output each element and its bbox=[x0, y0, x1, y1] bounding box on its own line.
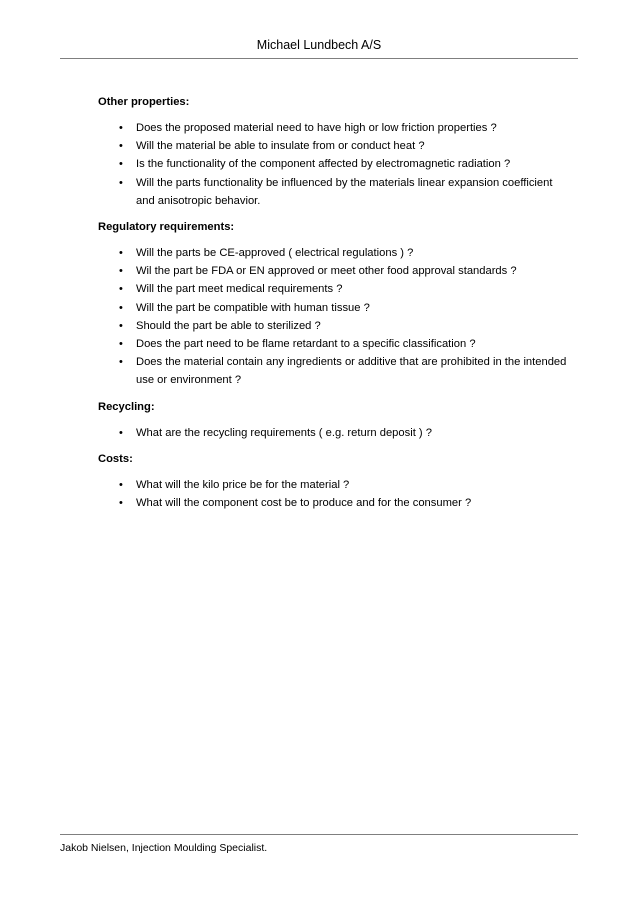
bullet-icon: • bbox=[119, 247, 123, 260]
bullet-list bbox=[98, 424, 568, 442]
bullet-list bbox=[98, 476, 568, 512]
list-item-text: Is the functionality of the component affected by electromagnetic radiation ? bbox=[136, 158, 511, 171]
list-item bbox=[98, 317, 568, 335]
bullet-icon: • bbox=[119, 265, 123, 278]
list-item bbox=[98, 137, 568, 155]
list-item-text: Should the part be able to sterilized ? bbox=[136, 319, 321, 332]
bullet-icon: • bbox=[119, 426, 123, 439]
bullet-icon: • bbox=[119, 478, 123, 491]
list-item-text: Will the part be compatible with human tissue ? bbox=[136, 301, 370, 314]
bullet-icon: • bbox=[119, 319, 123, 332]
list-item-text: What will the component cost be to produce and for the consumer ? bbox=[136, 497, 472, 510]
bullet-icon: • bbox=[119, 176, 123, 189]
bullet-icon: • bbox=[119, 301, 123, 314]
section-regulatory-requirements bbox=[98, 220, 568, 390]
bullet-icon: • bbox=[119, 338, 123, 351]
list-item-text: Does the material contain any ingredients or additive that are prohibited in the intended use or environment ? bbox=[136, 356, 567, 387]
section-heading: Other properties: bbox=[98, 96, 190, 108]
bullet-icon: • bbox=[119, 356, 123, 369]
list-item bbox=[98, 299, 568, 317]
bullet-icon: • bbox=[119, 140, 123, 153]
list-item bbox=[98, 280, 568, 298]
header-title: Michael Lundbech A/S bbox=[256, 38, 382, 52]
list-item-text: Will the material be able to insulate from or conduct heat ? bbox=[136, 140, 425, 153]
bullet-list bbox=[98, 244, 568, 390]
section-other-properties bbox=[98, 95, 568, 210]
list-item bbox=[98, 119, 568, 137]
footer-text: Jakob Nielsen, Injection Moulding Specialist. bbox=[60, 842, 268, 854]
document-body bbox=[98, 95, 568, 522]
list-item bbox=[98, 155, 568, 173]
list-item-text: Wil the part be FDA or EN approved or meet other food approval standards ? bbox=[136, 265, 517, 278]
list-item bbox=[98, 174, 568, 210]
list-item bbox=[98, 424, 568, 442]
list-item bbox=[98, 494, 568, 512]
list-item bbox=[98, 476, 568, 494]
bullet-icon: • bbox=[119, 497, 123, 510]
section-heading: Costs: bbox=[98, 452, 133, 465]
section-costs bbox=[98, 452, 568, 512]
list-item-text: What are the recycling requirements ( e.g. return deposit ) ? bbox=[136, 426, 432, 439]
list-item bbox=[98, 244, 568, 262]
section-heading: Regulatory requirements: bbox=[98, 221, 235, 234]
section-recycling bbox=[98, 400, 568, 442]
bullet-icon: • bbox=[119, 158, 123, 171]
bullet-icon: • bbox=[119, 283, 123, 296]
list-item-text: Will the parts functionality be influenced by the materials linear expansion coefficient and anisotropic behavior. bbox=[136, 176, 553, 207]
list-item-text: Does the proposed material need to have high or low friction properties ? bbox=[136, 122, 497, 134]
list-item-text: What will the kilo price be for the material ? bbox=[136, 478, 350, 491]
list-item bbox=[98, 353, 568, 389]
page-footer bbox=[60, 834, 578, 856]
list-item-text: Will the parts be CE-approved ( electrical regulations ) ? bbox=[136, 247, 414, 260]
page-header bbox=[60, 38, 578, 59]
list-item bbox=[98, 262, 568, 280]
list-item-text: Does the part need to be flame retardant to a specific classification ? bbox=[136, 338, 476, 351]
bullet-list bbox=[98, 119, 568, 210]
list-item bbox=[98, 335, 568, 353]
section-heading: Recycling: bbox=[98, 400, 155, 413]
bullet-icon: • bbox=[119, 122, 123, 134]
list-item-text: Will the part meet medical requirements ? bbox=[136, 283, 343, 296]
